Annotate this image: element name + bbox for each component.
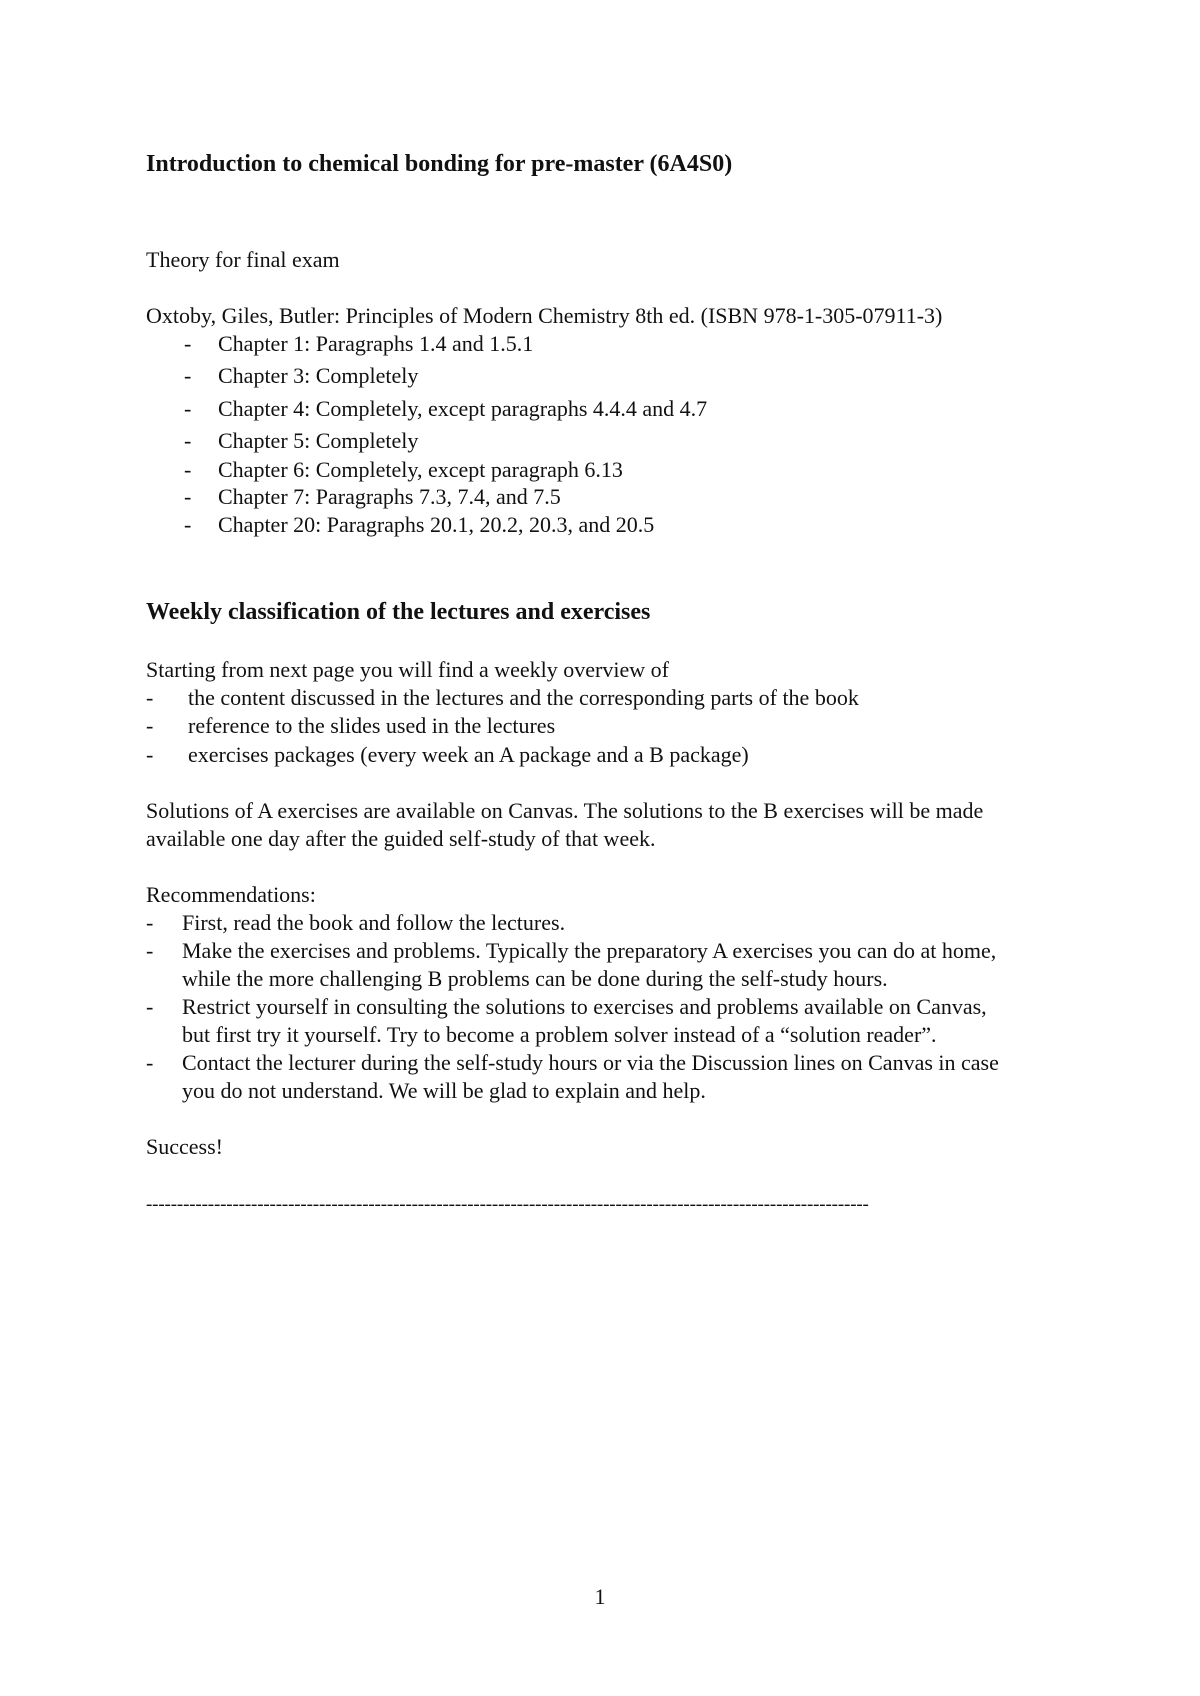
recommendation-line: First, read the book and follow the lectures. — [182, 910, 566, 935]
theory-heading: Theory for final exam — [146, 247, 340, 272]
paragraph-line: available one day after the guided self-study of that week. — [146, 826, 656, 851]
recommendation-line: you do not understand. We will be glad to explain and help. — [182, 1078, 706, 1103]
chapter-item: Chapter 5: Completely — [218, 428, 419, 453]
chapter-item: Chapter 1: Paragraphs 1.4 and 1.5.1 — [218, 331, 534, 356]
list-bullet: - — [146, 685, 154, 710]
divider-line: --------------------------------------------------------------------------------------------------------------------- — [146, 1194, 869, 1215]
overview-item: the content discussed in the lectures and the corresponding parts of the book — [188, 685, 859, 710]
list-bullet: - — [146, 1050, 154, 1075]
chapter-item: Chapter 3: Completely — [218, 363, 419, 388]
list-bullet: - — [184, 331, 192, 356]
list-bullet: - — [184, 457, 192, 482]
book-reference: Oxtoby, Giles, Butler: Principles of Modern Chemistry 8th ed. (ISBN 978-1-305-07911-3) — [146, 303, 943, 328]
list-bullet: - — [146, 994, 154, 1019]
page-number: 1 — [594, 1584, 606, 1609]
overview-item: reference to the slides used in the lectures — [188, 713, 556, 738]
paragraph-line: Solutions of A exercises are available on Canvas. The solutions to the B exercises will be made — [146, 798, 984, 823]
chapter-item: Chapter 20: Paragraphs 20.1, 20.2, 20.3, and 20.5 — [218, 512, 655, 537]
document-title: Introduction to chemical bonding for pre-master (6A4S0) — [146, 151, 733, 177]
list-bullet: - — [184, 396, 192, 421]
chapter-item: Chapter 7: Paragraphs 7.3, 7.4, and 7.5 — [218, 484, 561, 509]
overview-item: exercises packages (every week an A package and a B package) — [188, 742, 749, 767]
list-bullet: - — [146, 742, 154, 767]
list-bullet: - — [146, 910, 154, 935]
list-bullet: - — [146, 938, 154, 963]
chapter-item: Chapter 4: Completely, except paragraphs 4.4.4 and 4.7 — [218, 396, 708, 421]
list-bullet: - — [184, 512, 192, 537]
recommendation-line: while the more challenging B problems can be done during the self-study hours. — [182, 966, 888, 991]
list-bullet: - — [184, 484, 192, 509]
closing-text: Success! — [146, 1134, 223, 1159]
recommendation-line: Make the exercises and problems. Typically the preparatory A exercises you can do at home, — [182, 938, 997, 963]
list-bullet: - — [146, 713, 154, 738]
recommendation-line: but first try it yourself. Try to become a problem solver instead of a “solution reader”. — [182, 1022, 937, 1047]
list-bullet: - — [184, 428, 192, 453]
recommendation-line: Contact the lecturer during the self-study hours or via the Discussion lines on Canvas in case — [182, 1050, 999, 1075]
recommendation-line: Restrict yourself in consulting the solutions to exercises and problems available on Canvas, — [182, 994, 987, 1019]
list-bullet: - — [184, 363, 192, 388]
chapter-item: Chapter 6: Completely, except paragraph 6.13 — [218, 457, 623, 482]
overview-intro: Starting from next page you will find a weekly overview of — [146, 657, 669, 682]
recommendations-heading: Recommendations: — [146, 882, 316, 907]
section-heading-weekly: Weekly classification of the lectures and exercises — [146, 599, 651, 625]
